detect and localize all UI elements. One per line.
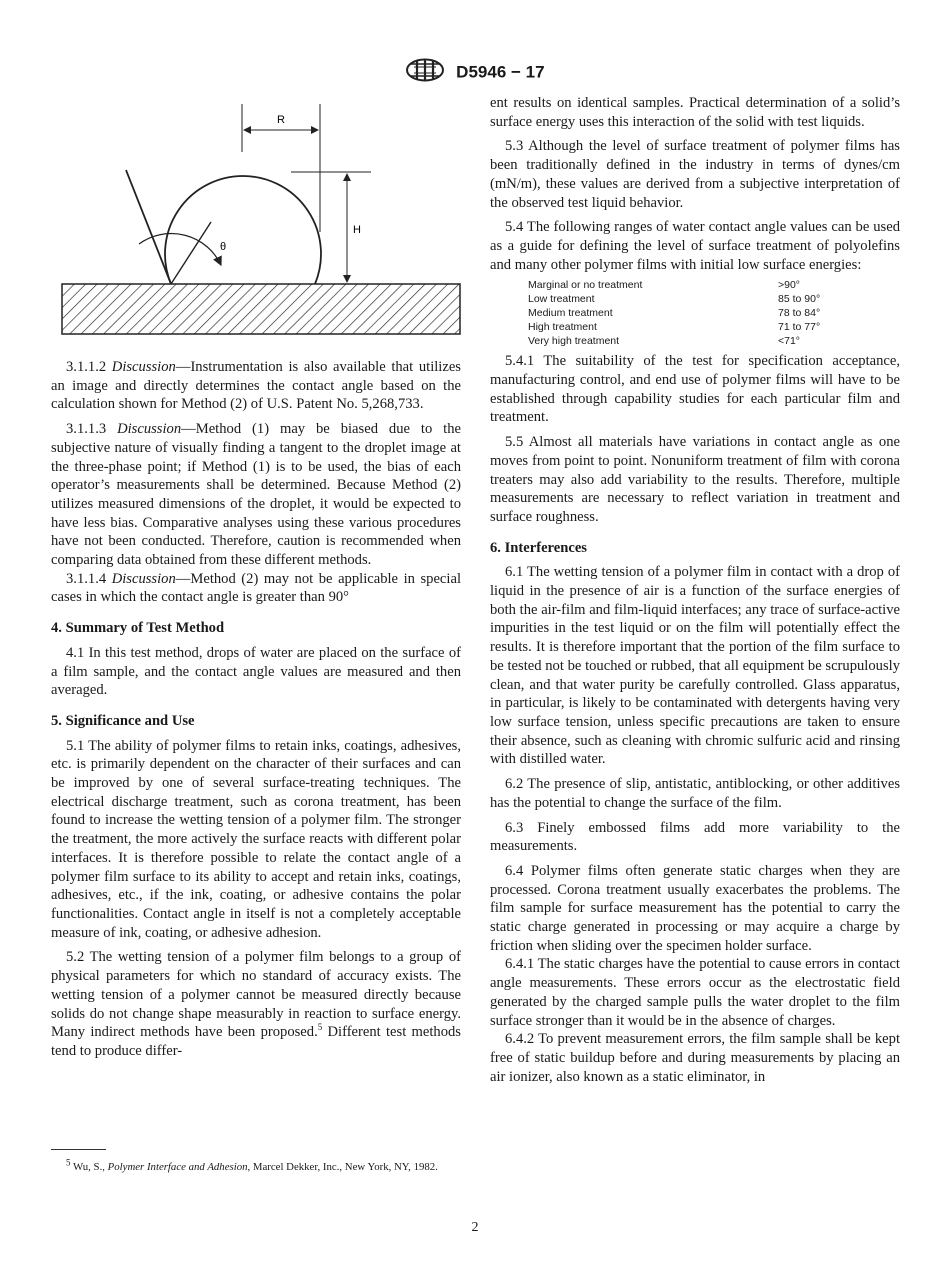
label-h: H: [353, 224, 361, 236]
astm-logo-icon: [405, 58, 445, 87]
angle-arc: [139, 234, 221, 265]
right-column: [490, 94, 900, 1086]
standard-designation: D5946 − 17: [456, 62, 545, 82]
paragraph-5-4: 5.4 The following ranges of water contact angle values can be used as a guide for defining the level of surface treatment of polyolefins and many other polymer films with initial low surface energies:: [490, 219, 900, 273]
paragraph-5-2: 5.2 The wetting tension of a polymer film belongs to a group of physical parameters for which no standard of accuracy exists. The wetting tension of a polymer cannot be measured directly because solids do not change shape measurably in reaction to surface energy. Many indirect methods have been proposed.$^5$ Different test methods tend to produce differ-: [51, 949, 461, 1059]
paragraph-6-3: 6.3 Finely embossed films add more variability to the measurements.: [490, 819, 900, 855]
paragraph-5-3: 5.3 Although the level of surface treatment of polymer films has been traditionally defined in the industry in terms of dynes/cm (mN/m), these values are derived from a subjective interpretation of the observed test liquid behavior.: [490, 138, 900, 211]
left-column: [51, 92, 461, 1067]
paragraph-6-4: 6.4 Polymer films often generate static charges when they are processed. Corona treatment usually exacerbates the problems. The film sample for surface measurement has the potential to carry the static charge generated in processing or may acquire a charge by friction when sliding over the specimen holder surface.: [490, 862, 900, 954]
paragraph-5-1: 5.1 The ability of polymer films to retain inks, coatings, adhesives, etc. is primarily dependent on the character of their surfaces and can be improved by one of several surface-treating techniques. The electrical discharge treatment, such as corona treatment, has been found to increase the wetting tension of a polymer film. The stronger the treatment, the more actively the surface reacts with different polar interfaces. It is therefore possible to relate the contact angle of a polymer film surface to its ability to accept and retain inks, coatings, adhesives, etc., if the ink, coating, or adhesive contains the polar functionalities. Contact angle in itself is not a completely acceptable measure of ink, coating, or adhesive adhesion.: [51, 737, 461, 941]
table-row: Marginal or no treatment >90°: [528, 279, 801, 292]
paragraph-5-5: 5.5 Almost all materials have variations in contact angle as one moves from point to point. Nonuniform treatment of film with corona treaters may also add variability to the results. Therefore, multiple measurements are necessary to reflect variation in treatment and surface roughness.: [490, 434, 900, 525]
table-row: Low treatment 85 to 90°: [528, 293, 821, 306]
label-r: R: [277, 114, 285, 126]
paragraph-6-4-2: 6.4.2 To prevent measurement errors, the film sample shall be kept free of static buildup before and during measurements by placing an air ionizer, also known as a static eliminator, in: [490, 1031, 900, 1085]
section-4-heading: 4. Summary of Test Method: [51, 620, 225, 637]
paragraph-6-2: 6.2 The presence of slip, antistatic, antiblocking, or other additives has the potential to change the surface of the film.: [490, 776, 900, 811]
page-header: [0, 58, 950, 87]
table-row: Medium treatment 78 to 84°: [528, 307, 821, 320]
footnote-5: $^5$ Wu, S., Polymer Interface and Adhesion, Marcel Dekker, Inc., New York, NY, 1982.: [66, 1157, 438, 1173]
treatment-level-table: [528, 278, 848, 348]
paragraph-4-1: 4.1 In this test method, drops of water are placed on the surface of a film sample, and the contact angle values are measured and then averaged.: [51, 644, 461, 699]
table-row: Very high treatment <71°: [528, 335, 801, 348]
table-row: High treatment 71 to 77°: [528, 321, 821, 334]
paragraph-3-1-1-3: 3.1.1.3 Discussion—Method (1) may be biased due to the subjective nature of visually finding a tangent to the droplet image at the three-phase point; if Method (1) is to be used, the bias of each operator’s measurements shall be determined. Because Method (2) utilizes measured dimensions of the droplet, it would be expected to have less bias. Comparative analyses using these various procedures have not been conducted. Therefore, caution is recommended when comparing data obtained from these different methods.: [51, 421, 461, 569]
label-theta: θ: [220, 241, 227, 253]
paragraph-3-1-1-2: 3.1.1.2 Discussion—Instrumentation is also available that utilizes an image and directly determines the contact angle based on the calculation shown for Method (2) of U.S. Patent No. 5,268,733.: [51, 359, 461, 413]
footnote-rule: [51, 1149, 106, 1150]
section-5-heading: 5. Significance and Use: [51, 712, 195, 729]
film-substrate: [62, 284, 460, 334]
contact-angle-figure: [51, 92, 461, 342]
paragraph-6-4-1: 6.4.1 The static charges have the potential to cause errors in contact angle measurements. These errors occur as the electrostatic field generated by the charged sample pulls the water droplet to the film surface stronger than it would be in the absence of charges.: [490, 956, 900, 1029]
page-number: 2: [471, 1220, 479, 1235]
paragraph-5-2-continued: ent results on identical samples. Practical determination of a solid’s surface energy uses this interaction of the solid with test liquids.: [490, 95, 900, 130]
paragraph-6-1: 6.1 The wetting tension of a polymer film in contact with a drop of liquid in the presence of air is a function of the surface energies of both the air-film and film-liquid interfaces; any trace of surface-active impurities in the test liquid or on the film will potentially effect the results. It is therefore important that the portion of the film surface to be tested not be touched or rubbed, that all equipment be scrupulously clean, and that water purity be carefully controlled. Glass apparatus, in particular, is likely to be contaminated with detergents having very low surface tension, unless specific precautions are taken to ensure their absence, such as cleaning with chromic sulfuric acid and rinsing with distilled water.: [490, 564, 900, 768]
tangent-line: [126, 170, 171, 284]
paragraph-3-1-1-4: 3.1.1.4 Discussion—Method (2) may not be applicable in special cases in which the contact angle is greater than 90°: [51, 570, 461, 606]
angle-ray: [171, 222, 211, 284]
droplet-outline: [165, 176, 321, 284]
paragraph-5-4-1: 5.4.1 The suitability of the test for specification acceptance, manufacturing control, and end use of polymer films will have to be established through capability studies for each particular film and treatment.: [490, 353, 900, 426]
section-6-heading: 6. Interferences: [490, 539, 587, 556]
